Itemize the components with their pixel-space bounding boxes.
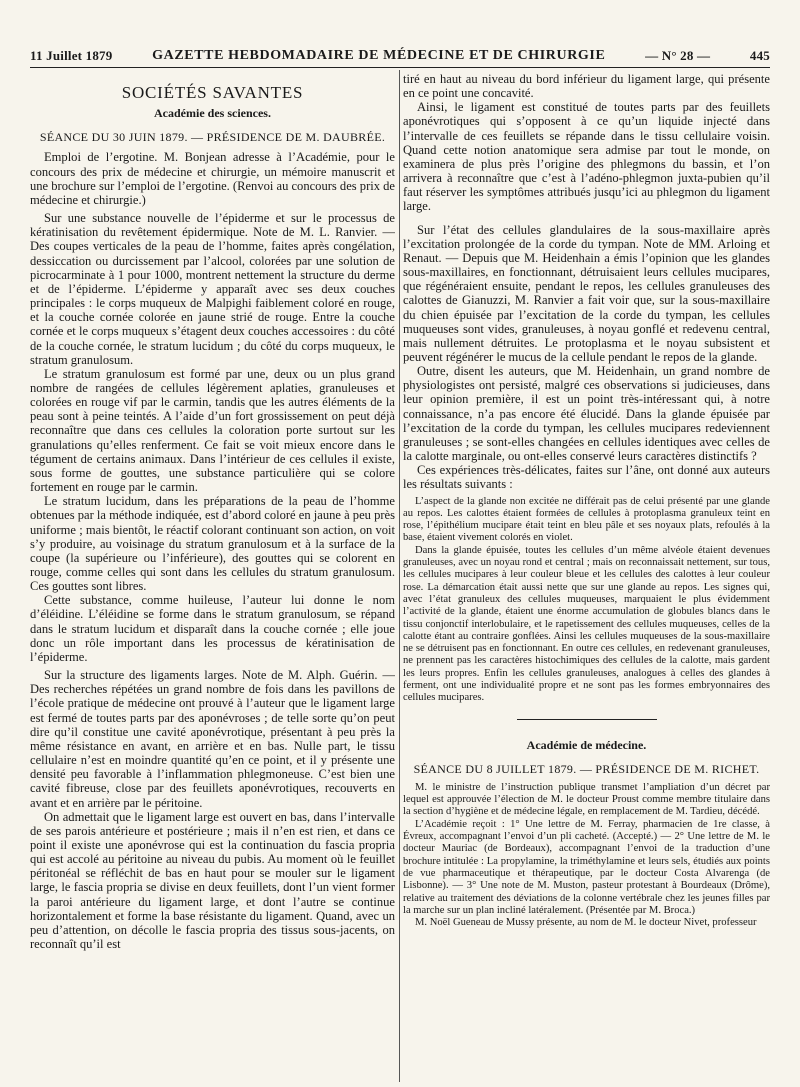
paragraph: tiré en haut au niveau du bord inférieur du ligament large, qui présente en ce point une concavité. <box>403 72 770 101</box>
left-column <box>30 72 395 1082</box>
paragraph: Le stratum granulosum est formé par une, deux ou un plus grand nombre de rangées de cellules légèrement aplaties, granuleuses et colorées en rouge vif par le carmin, tandis que les autres éléments de la peau sont à peine teintés. A l’aide d’un fort grossissement on peut déjà reconnaître que dans ces cellules la coloration porte surtout sur les granulations qu’elles renferment. Ce fait se voit mieux encore dans le tégument de certains animaux. Dans l’intérieur de ces cellules il existe, sous forme de gouttes, une substance particulière qui se colore fortement en rouge par le carmin. <box>30 366 395 495</box>
seance-heading: SÉANCE DU 30 JUIN 1879. — PRÉSIDENCE DE M. DAUBRÉE. <box>39 130 386 145</box>
right-column <box>403 72 770 1082</box>
section-title: SOCIÉTÉS SAVANTES <box>121 83 304 102</box>
page-number: 445 <box>749 48 770 63</box>
paragraph: Emploi de l’ergotine. M. Bonjean adresse à l’Académie, pour le concours des prix de médecine et chirurgie, un mémoire manuscrit et une brochure sur l’emploi de l’ergotine. (Renvoi au concours des prix de médecine et chirurgie.) <box>30 150 395 207</box>
section-rule <box>517 719 657 720</box>
issue-date: 11 Juillet 1879 <box>30 48 113 63</box>
paragraph: Sur une substance nouvelle de l’épiderme et sur le processus de kératinisation du revêtement épidermique. Note de M. L. Ranvier. — Des coupes verticales de la peau de l’homme, faites après congélation, dessiccation ou durcissement par l’alcool, colorées par une solution de picrocarminate à 1 pour 1000, montrent nettement la structure du derme et de l’épiderme. L’épiderme y apparaît avec ses deux couches principales : le corps muqueux de Malpighi faiblement coloré en rouge, et la couche cornée colorée en jaune strié de rouge. Entre la couche cornée et le corps muqueux s’étagent deux couches accessoires : du côté de la couche cornée, le stratum lucidum ; du côté du corps muqueux, le stratum granulosum. <box>30 211 395 367</box>
issue-number: — N° 28 — <box>645 48 711 63</box>
paragraph: M. le ministre de l’instruction publique transmet l’ampliation d’un décret par lequel est approuvée l’élection de M. le docteur Proust comme membre titulaire dans la section d’hygiène et de médecine légale, en remplacement de M. Tardieu, décédé. <box>403 781 770 818</box>
quoted-paragraph: Dans la glande épuisée, toutes les cellules d’un même alvéole étaient devenues granuleuses, avec un noyau rond et central ; mais on reconnaissait nettement, sur tous, les cellules mucipares à leur couleur bleue et les cellules des calottes à leur couleur rose. La démarcation était aussi nette que sur une glande au repos. Les signes qui, avec l’état granuleux des cellules muqueuses, marquaient le plus évidemment l’activité de la glande, étaient une énorme accumulation de globules blancs dans le tissu conjonctif interlobulaire, et le rapetissement des cellules muqueuses, celles de la calotte étant au contraire gonflées. Ainsi les cellules muqueuses de la sous-maxillaire ne se détruisent pas en fonctionnant. En outre ces cellules, en redevenant granuleuses, ne prennent pas les caractères histochimiques des cellules de la calotte, mais gardent les leurs propres. Enfin les cellules granuleuses, analogues à celles des glandes à ferment, ont une individualité propre et ne sont pas les formes embryonnaires des cellules mucipares. <box>403 544 770 704</box>
paragraph: Cette substance, comme huileuse, l’auteur lui donne le nom d’éléidine. L’éléidine se forme dans le stratum granulosum, se répand dans le stratum lucidum et disparaît dans la couche cornée ; elle joue donc un rôle important dans les processus de kératinisation de l’épiderme. <box>30 593 395 664</box>
academy-heading: Académie des sciences. <box>154 106 271 121</box>
journal-title: GAZETTE HEBDOMADAIRE DE MÉDECINE ET DE CHIRURGIE <box>152 48 606 63</box>
academy-heading: Académie de médecine. <box>526 737 647 752</box>
page-header <box>30 40 770 68</box>
paragraph: Sur l’état des cellules glandulaires de la sous-maxillaire après l’excitation prolongée de la corde du tympan. Note de MM. Arloing et Renaut. — Depuis que M. Heidenhain a émis l’opinion que les glandes sous-maxillaires, en fonctionnant, détruisaient leurs cellules mucipares, que régénéraient ensuite, pendant le repos, les cellules granuleuses des calottes de Gianuzzi, M. Ranvier a fait voir que, sur la sous-maxillaire du chien épuisée par l’excitation de la corde du tympan, les cellules muqueuses sont vides, granuleuses, à noyau gonflé et redevenu central, mais nullement détruites. Le protoplasma et le noyau subsistent et peuvent régénérer le mucus de la cellule pendant le repos de la glande. <box>403 222 770 364</box>
seance-heading: SÉANCE DU 8 JUILLET 1879. — PRÉSIDENCE DE M. RICHET. <box>413 761 760 776</box>
paragraph: Le stratum lucidum, dans les préparations de la peau de l’homme obtenues par la méthode indiquée, est d’abord coloré en jaune à peu près uniforme ; mais bientôt, le réactif colorant continuant son action, on voit s’y produire, au voisinage du stratum granulosum et à la surface de la coupe (la supérieure ou l’inférieure), des gouttes qui se colorent en rouge, comme celles qui sont dans les cellules du stratum granulosum. Ces gouttes sont libres. <box>30 494 395 594</box>
paragraph: Ces expériences très-délicates, faites sur l’âne, ont donné aux auteurs les résultats suivants : <box>403 463 770 492</box>
paragraph: Outre, disent les auteurs, que M. Heidenhain, un grand nombre de physiologistes ont persisté, malgré ces observations si judicieuses, dans leur opinion première, il est un point très-intéressant qui, à notre connaissance, n’a pas encore été élucidé. Dans la glande épuisée par l’excitation de la corde du tympan, les cellules mucipares redeviennent granuleuses ; se sont-elles changées en cellules identiques avec celles de la calotte marginale, ou ont-elles conservé leurs caractères distinctifs ? <box>403 364 770 464</box>
paragraph: Ainsi, le ligament est constitué de toutes parts par des feuillets aponévrotiques qui s’opposent à ce qu’un liquide injecté dans l’intervalle de ces feuillets se répande dans le tissu cellulaire voisin. Quand cette notion anatomique sera admise par tout le monde, on examinera de plus près l’origine des phlegmons du bassin, et l’on arrivera à reconnaître que c’est à l’adéno-phlegmon juxta-pubien qu’il faut réserver les symptômes attribués jusqu’ici au phlegmon du ligament large. <box>403 100 770 214</box>
paragraph: M. Noël Gueneau de Mussy présente, au nom de M. le docteur Nivet, professeur <box>415 917 757 929</box>
paragraph: L’Académie reçoit : 1° Une lettre de M. Ferray, pharmacien de 1re classe, à Évreux, accompagnant l’envoi d’un pli cacheté. (Accepté.) — 2° Une lettre de M. le docteur Mauriac (de Bordeaux), accompagnant l’envoi de la traduction d’une brochure intitulée : La propylamine, la triméthylamine et leurs sels, étudiés aux points de vue pharmaceutique et thérapeutique, par le docteur Costa Alvarenga (de Lisbonne). — 3° Une note de M. Muston, pasteur protestant à Bourdeaux (Drôme), relative au traitement des déviations de la colonne vertébrale chez les jeunes filles par la marche sur un plan incliné latéralement. (Présentée par M. Broca.) <box>403 818 770 916</box>
column-divider <box>399 70 400 1082</box>
paragraph: Sur la structure des ligaments larges. Note de M. Alph. Guérin. — Des recherches répétées un grand nombre de fois dans les pavillons de l’école pratique de médecine ont prouvé à l’auteur que le ligament large est fermé de toutes parts par des aponévroses ; de telle sorte qu’on peut dire qu’il constitue une cavité aponévrotique, présentant à peu près la même résistance en avant, en arrière et en bas. Nulle part, le tissu cellulaire n’est en moindre quantité qu’en ce point, et il y présente une densité peu favorable à l’inflammation phlegmoneuse. C’est bien une cavité fibreuse, close par des feuillets aponévrotiques, recouverts en avant et en arrière par le péritoine. <box>30 668 395 810</box>
quoted-paragraph: L’aspect de la glande non excitée ne différait pas de celui présenté par une glande au repos. Les calottes étaient formées de cellules à protoplasma granuleux teint en rose, l’épithélium mucipare était teint en bleu pâle et ses noyaux plats, refoulés à la base, étaient vivement colorés en violet. <box>403 495 770 544</box>
paragraph: On admettait que le ligament large est ouvert en bas, dans l’intervalle de ses parois antérieure et postérieure ; mais il n’en est rien, et dans ce point il existe une aponévrose qui est la continuation du fascia propria qui est accolé au péritoine au niveau du pubis. Au moment où le feuillet péritonéal se réfléchit de bas en haut pour se mouler sur le ligament large, le fascia propria se divise en deux feuillets, dont l’un vient former la paroi antérieure du ligament large, et dont l’autre se continue horizontalement et forme la base résistante du ligament. Quand, avec un peu d’attention, on décolle le fascia propria des tissus sous-jacents, on reconnaît qu’il est <box>30 809 395 952</box>
